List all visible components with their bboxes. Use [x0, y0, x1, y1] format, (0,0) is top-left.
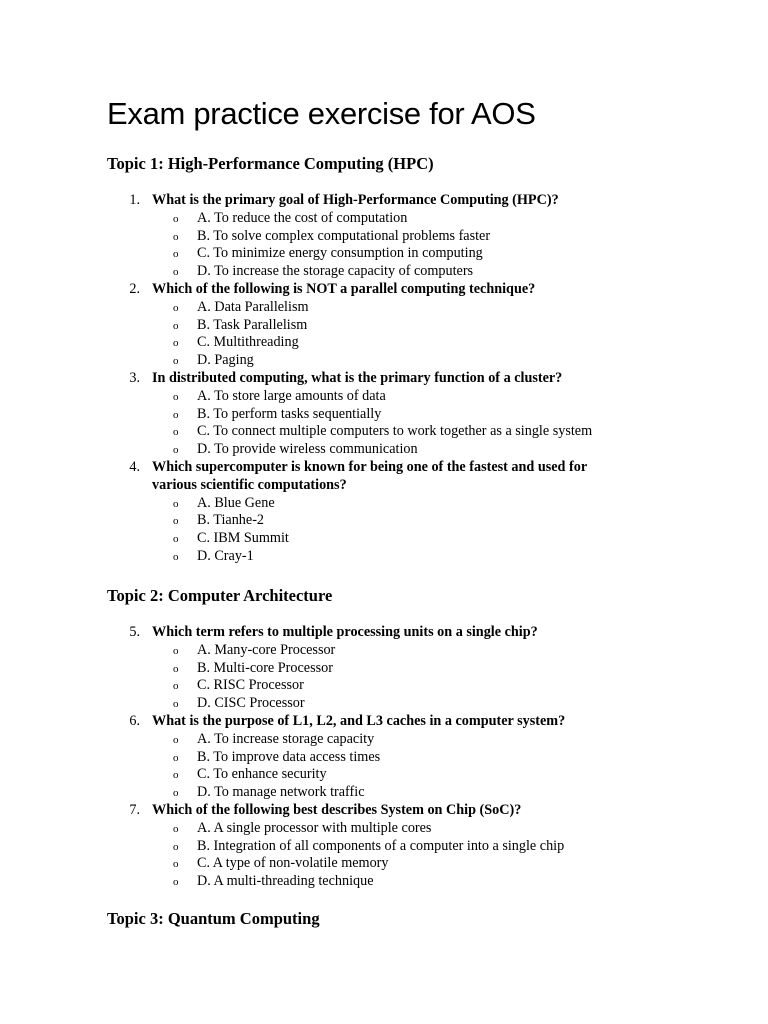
question-text: What is the primary goal of High-Performance Computing (HPC)?: [152, 192, 559, 208]
question-number: 7.: [129, 802, 140, 818]
hollow-circle-bullet-icon: o: [173, 319, 179, 332]
question-number: 5.: [129, 624, 140, 640]
answer-option-text: B. Tianhe-2: [197, 512, 265, 529]
answer-option: [0, 352, 700, 370]
answer-option-text: D. Paging: [197, 352, 254, 369]
answer-option-text: C. Multithreading: [197, 334, 299, 351]
answer-option: [0, 838, 700, 856]
answer-option: [0, 406, 700, 424]
hollow-circle-bullet-icon: o: [173, 212, 179, 225]
answer-option-text: A. To store large amounts of data: [197, 387, 386, 404]
answer-option: [0, 441, 700, 459]
answer-option: [0, 784, 700, 802]
answer-option: [0, 245, 700, 263]
answer-option: [0, 228, 700, 246]
answer-option-text: D. To increase the storage capacity of computers: [197, 263, 474, 280]
answer-option: [0, 495, 700, 513]
hollow-circle-bullet-icon: o: [173, 533, 179, 546]
hollow-circle-bullet-icon: o: [173, 301, 179, 314]
answer-option: [0, 548, 700, 566]
answer-option-text: D. A multi-threading technique: [197, 873, 374, 890]
answer-option-text: B. To perform tasks sequentially: [197, 405, 382, 422]
answer-option-text: B. Multi-core Processor: [197, 659, 333, 676]
hollow-circle-bullet-icon: o: [173, 497, 179, 510]
hollow-circle-bullet-icon: o: [173, 662, 179, 675]
hollow-circle-bullet-icon: o: [173, 444, 179, 457]
answer-option-text: D. To provide wireless communication: [197, 441, 418, 458]
answer-option-text: B. To improve data access times: [197, 748, 381, 765]
hollow-circle-bullet-icon: o: [173, 698, 179, 711]
topic-heading: Topic 1: High-Performance Computing (HPC): [107, 154, 434, 173]
answer-option: [0, 334, 700, 352]
question-number: 4.: [129, 459, 140, 475]
hollow-circle-bullet-icon: o: [173, 355, 179, 368]
hollow-circle-bullet-icon: o: [173, 390, 179, 403]
answer-option-text: B. To solve complex computational problems faster: [197, 227, 491, 244]
answer-option: [0, 749, 700, 767]
answer-option: [0, 512, 700, 530]
answer-option: [0, 263, 700, 281]
answer-option: [0, 210, 700, 228]
hollow-circle-bullet-icon: o: [173, 876, 179, 889]
answer-option-text: D. Cray-1: [197, 548, 254, 564]
hollow-circle-bullet-icon: o: [173, 680, 179, 693]
answer-option-text: C. To minimize energy consumption in computing: [197, 245, 483, 262]
topic-heading: Topic 3: Quantum Computing: [107, 909, 320, 928]
answer-option-text: B. Task Parallelism: [197, 316, 308, 333]
question-number: 1.: [129, 192, 140, 208]
answer-option-text: C. To enhance security: [197, 766, 327, 783]
hollow-circle-bullet-icon: o: [173, 733, 179, 746]
hollow-circle-bullet-icon: o: [173, 426, 179, 439]
answer-option: [0, 423, 700, 441]
answer-option: [0, 766, 700, 784]
answer-option-text: A. A single processor with multiple cores: [197, 819, 432, 836]
answer-option-text: D. To manage network traffic: [197, 784, 365, 801]
answer-option: [0, 820, 700, 838]
question-number: 6.: [129, 713, 140, 729]
answer-option: [0, 530, 700, 548]
hollow-circle-bullet-icon: o: [173, 787, 179, 800]
answer-option-text: C. IBM Summit: [197, 530, 289, 547]
answer-option-text: A. To increase storage capacity: [197, 730, 375, 747]
hollow-circle-bullet-icon: o: [173, 337, 179, 350]
hollow-circle-bullet-icon: o: [173, 840, 179, 853]
answer-option: [0, 642, 700, 660]
answer-option: [0, 695, 700, 713]
answer-option: [0, 855, 700, 873]
answer-option-text: C. RISC Processor: [197, 677, 304, 694]
hollow-circle-bullet-icon: o: [173, 230, 179, 243]
hollow-circle-bullet-icon: o: [173, 248, 179, 261]
question-text: Which term refers to multiple processing units on a single chip?: [152, 624, 538, 640]
hollow-circle-bullet-icon: o: [173, 515, 179, 528]
answer-option: [0, 317, 700, 335]
hollow-circle-bullet-icon: o: [173, 266, 179, 279]
answer-option-text: A. Many-core Processor: [197, 641, 336, 658]
answer-option: [0, 660, 700, 678]
answer-option: [0, 873, 700, 891]
answer-option: [0, 677, 700, 695]
question-text: Which supercomputer is known for being one of the fastest and used for: [152, 459, 588, 475]
answer-option: [0, 388, 700, 406]
answer-option-text: A. Blue Gene: [197, 494, 275, 511]
hollow-circle-bullet-icon: o: [173, 408, 179, 421]
hollow-circle-bullet-icon: o: [173, 751, 179, 764]
answer-option-text: A. To reduce the cost of computation: [197, 209, 408, 226]
topic-heading: Topic 2: Computer Architecture: [107, 586, 333, 605]
hollow-circle-bullet-icon: o: [173, 858, 179, 871]
answer-option: [0, 731, 700, 749]
question-text: Which of the following best describes System on Chip (SoC)?: [152, 802, 522, 818]
hollow-circle-bullet-icon: o: [173, 822, 179, 835]
question-number: 2.: [129, 281, 140, 297]
question-text: various scientific computations?: [152, 476, 347, 493]
answer-option-text: C. A type of non-volatile memory: [197, 855, 389, 872]
question-text: In distributed computing, what is the primary function of a cluster?: [152, 370, 563, 386]
answer-option-text: D. CISC Processor: [197, 695, 305, 712]
question-text: What is the purpose of L1, L2, and L3 caches in a computer system?: [152, 713, 566, 729]
answer-option-text: A. Data Parallelism: [197, 298, 309, 315]
hollow-circle-bullet-icon: o: [173, 769, 179, 782]
hollow-circle-bullet-icon: o: [173, 644, 179, 657]
answer-option: [0, 299, 700, 317]
answer-option-text: B. Integration of all components of a computer into a single chip: [197, 837, 565, 854]
hollow-circle-bullet-icon: o: [173, 551, 179, 563]
answer-option-text: C. To connect multiple computers to work together as a single system: [197, 423, 593, 440]
question-number: 3.: [129, 370, 140, 386]
question-text: Which of the following is NOT a parallel computing technique?: [152, 281, 536, 297]
document-title: Exam practice exercise for AOS: [107, 96, 536, 131]
